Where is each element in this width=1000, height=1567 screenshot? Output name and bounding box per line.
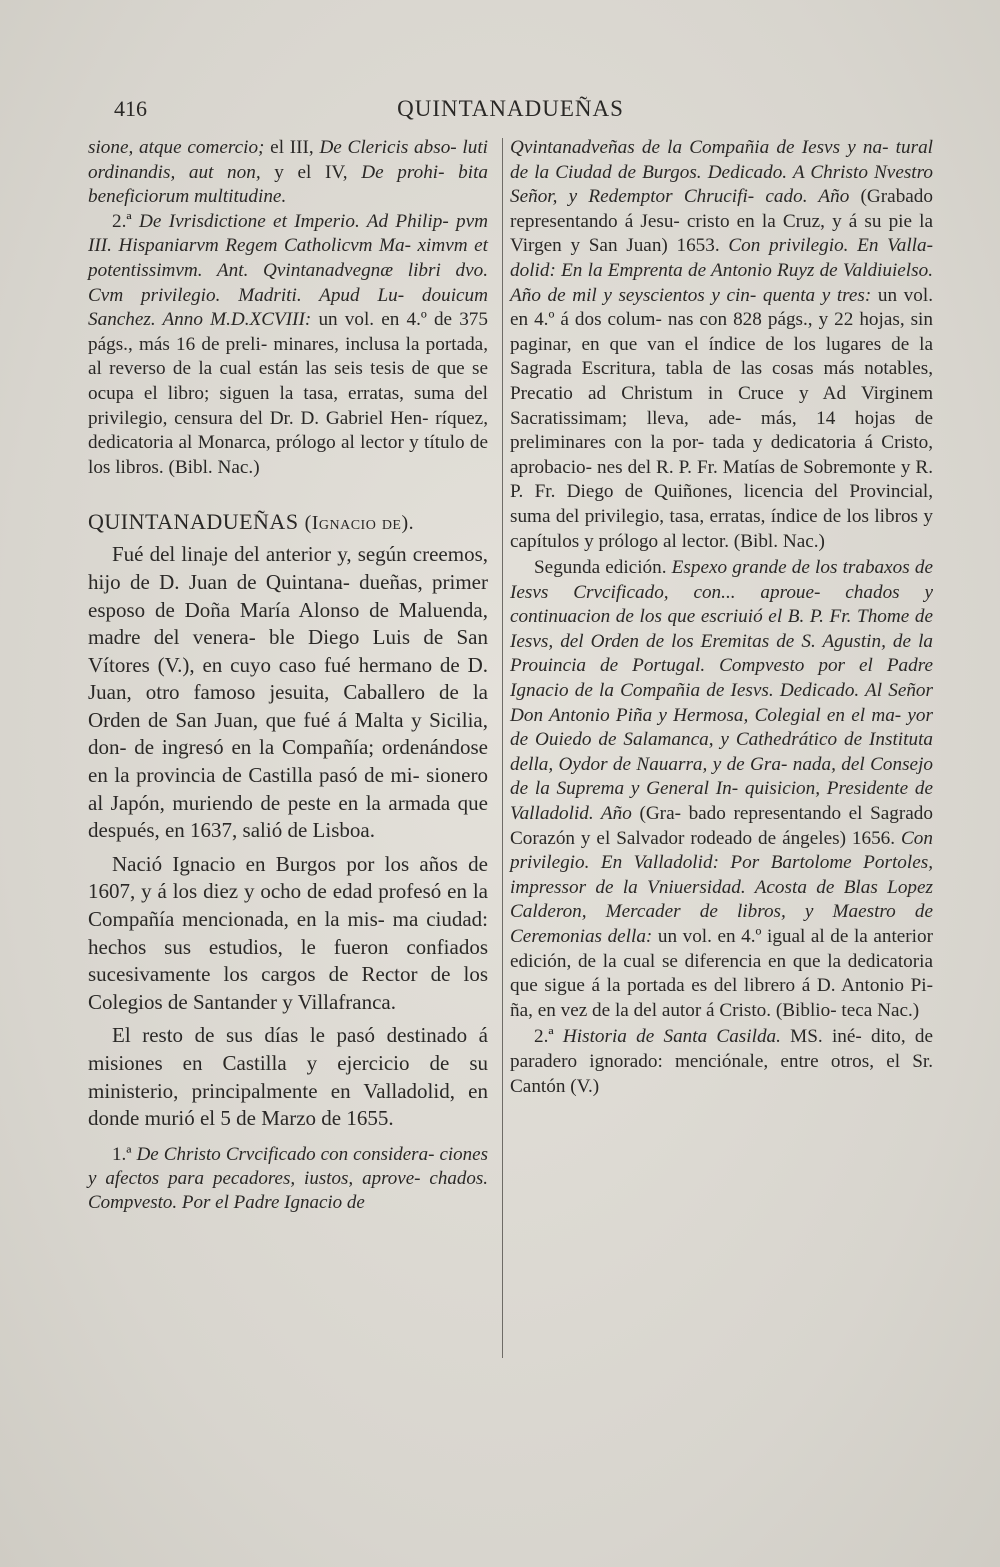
italic-title-text: Historia de Santa Casilda. (562, 1026, 781, 1048)
work-entry-2 (88, 210, 488, 481)
entry-name: QUINTANADUEÑAS (88, 509, 299, 535)
body-text: un vol. en 4.º de 375 págs., más 16 de preli- minares, inclusa la portada, al reverso de la cual están las seis tesis de que se ocupa el libro; siguen la tasa, erratas, suma del privilegio, censura del Dr. D. Gabriel Hen- ríquez, dedicatoria al Monarca, prólogo al lector y título de los libros. (Bibl. Nac.) (88, 309, 488, 478)
body-text: (Gra- bado representando el Sagrado Corazón y el Salvador rodeado de ángeles) 1656. (510, 803, 933, 849)
bio-paragraph: Fué del linaje del anterior y, según creemos, hijo de D. Juan de Quintana- dueñas, primer esposo de Doña María Alonso de Maluenda, madre del venera- ble Diego Luis de San Vítores (V.), en cuyo caso fué hermano de D. Juan, otro famoso jesuita, Caballero de la Orden de San Juan, que fué á Malta y Sicilia, don- de ingresó en la Compañía; ordenándose en la provincia de Castilla pasó de mi- sionero al Japón, muriendo de peste en la armada que después, en 1637, salió de Lisboa. (88, 542, 488, 843)
biography (88, 541, 488, 1132)
body-text: 1.ª (112, 1143, 137, 1165)
right-column (510, 136, 933, 1099)
work-entry-1-continued (510, 136, 933, 554)
italic-title-text: Qvintanadveñas de la Compañia de Iesvs y na- tural de la Ciudad de Burgos. Dedicado. A Christo Nvestro Señor, y Redemptor Chrucifi- cado. Año (510, 137, 933, 208)
italic-title-text: De Christo Crvcificado con considera- ciones y afectos para pecadores, iustos, aprove- chados. Compvesto. Por el Padre Ignacio de (88, 1143, 488, 1213)
continuation-paragraph (88, 136, 488, 210)
second-edition-entry (510, 556, 933, 1023)
italic-title-text: Con privilegio. En Valladolid: Por Bartolome Portoles, impressor de la Vniuersidad. Acosta de Blas Lopez Calderon, Mercader de libros, y Maestro de Ceremonias della: (510, 827, 933, 947)
italic-title-text: De Ivrisdictione et Imperio. Ad Philip- pvm III. Hispaniarvm Regem Catholicvm Ma- ximvm et potentissimvm. Ant. Qvintanadvegnæ libri dvo. Cvm privilegio. Madriti. Apud Lu- douicum Sanchez. Anno M.D.XCVIII: (88, 210, 489, 331)
body-text: 2.ª (534, 1026, 563, 1048)
work-entry-2 (510, 1025, 933, 1099)
left-column (88, 136, 488, 1215)
bio-paragraph: Nació Ignacio en Burgos por los años de 1607, y á los diez y ocho de edad profesó en la Compañía mencionada, en la mis- ma ciudad: hechos sus estudios, le fueron confiados sucesivamente los cargos de Rector de los Colegios de Santander y Villafranca. (88, 851, 488, 1014)
italic-title-text: Con privilegio. En Valla- dolid: En la Emprenta de Antonio Ruyz de Valdiuielso. Año de mil y seyscientos y cin- quenta y tres: (510, 235, 933, 306)
italic-title-text: De Clericis abso- luti ordinandis, aut non, (88, 137, 488, 183)
column-divider (502, 138, 503, 1358)
bio-paragraph: El resto de sus días le pasó destinado á misiones en Castilla y ejercicio de su ministerio, principalmente en Valladolid, en donde murió el 5 de Marzo de 1655. (88, 1023, 488, 1131)
body-text: el III, (264, 137, 320, 158)
page-number: 416 (114, 96, 147, 121)
entry-heading (88, 508, 488, 537)
italic-title-text: sione, atque comercio; (88, 137, 265, 158)
italic-title-text: Espexo grande de los trabaxos de Iesvs Crvcificado, con... aproue- chados y continuacion de los que escriuió el B. P. Fr. Thome de Iesvs, del Orden de los Eremitas de S. Agustin, de la Prouincia de Portugal. Compvesto por el Padre Ignacio de la Compañia de Iesvs. Dedicado. Al Señor Don Antonio Piña y Hermosa, Colegial en el ma- yor de Ouiedo de Salamanca, y Cathedrático de Instituta della, Oydor de Nauarra, y de Gra- nada, del Consejo de la Suprema y General In- quisicion, Presidente de Valladolid. Año (510, 557, 933, 825)
body-text: MS. iné- dito, de paradero ignorado: menciónale, entre otros, el Sr. Cantón (V.) (510, 1026, 933, 1097)
body-text: un vol. en 4.º á dos colum- nas con 828 págs., y 22 hojas, sin paginar, en que van el índice de los lugares de la Sagrada Escritura, tabla de las cosas más notables, Precatio ad Christum in Cruce y Ad Virginem Sacratissimam; lleva, ade- más, 14 hojas de preliminares con la por- tada y dedicatoria á Cristo, aprobacio- nes del R. P. Fr. Matías de Sobremonte y R. P. Fr. Diego de Quiñones, licencia del Provincial, suma del privilegio, tasa, erratas, índice de los libros y capítulos y prólogo al lector. (Bibl. Nac.) (510, 284, 933, 552)
body-text: 2.ª (112, 210, 140, 232)
italic-title-text: De prohi- bita beneficiorum multitudine. (88, 161, 489, 208)
body-text: Segunda edición. (534, 557, 672, 579)
running-title: QUINTANADUEÑAS (397, 96, 624, 121)
work-entry-1 (88, 1143, 488, 1215)
body-text: (Grabado representando á Jesu- cristo en la Cruz, y á su pie la Virgen y San Juan) 1653. (510, 186, 933, 257)
running-head (88, 96, 933, 130)
entry-qualifier: (Ignacio de). (304, 512, 415, 535)
body-text: y el IV, (260, 161, 362, 183)
body-text: un vol. en 4.º igual al de la anterior edición, de la cual se diferencia en que la dedicatoria que sigue á la portada es del librero á D. Antonio Pi- ña, en vez de la del autor á Cristo. (Biblio- teca Nac.) (510, 926, 933, 1021)
